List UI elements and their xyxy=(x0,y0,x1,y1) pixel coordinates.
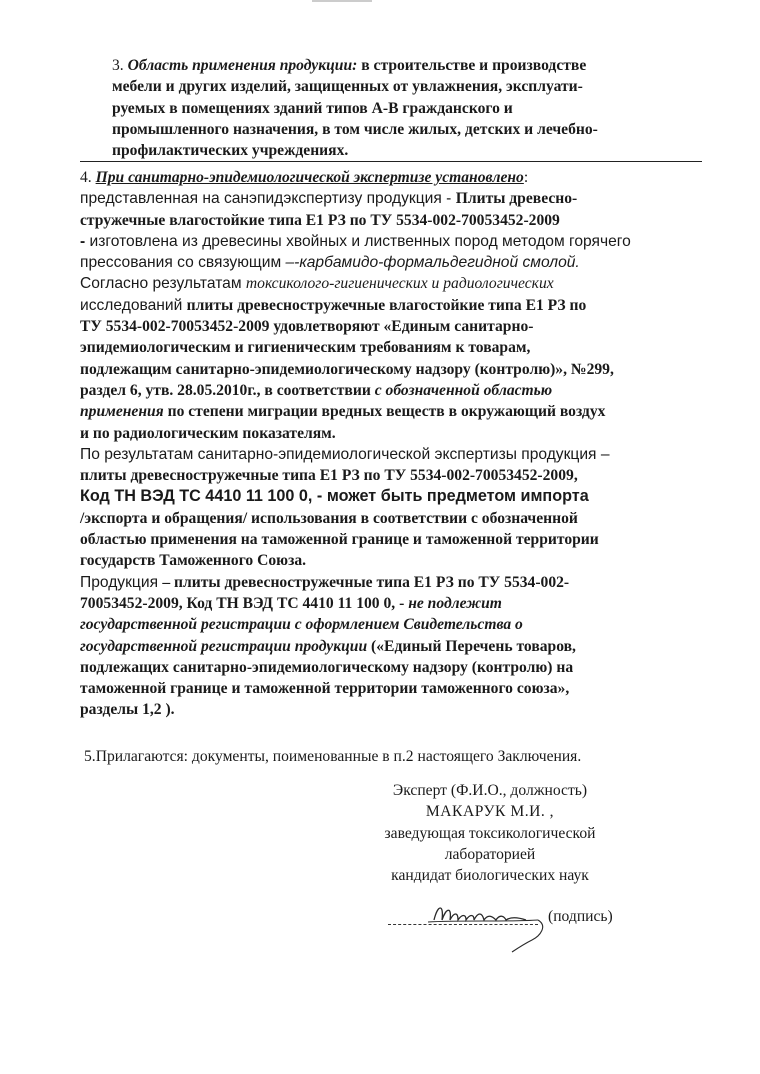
section-4-colon: : xyxy=(523,169,529,186)
p3-line-2: плиты древесностружечные типа Е1 РЗ по ТУ 5534-002-70053452-2009, xyxy=(80,467,578,485)
p1-line-1-product: Плиты древесно- xyxy=(455,190,578,208)
p4-line-1 xyxy=(80,572,631,593)
section-5 xyxy=(84,746,581,767)
p1-line-1-text: представленная на санэпидэкспертизу продукция - xyxy=(80,190,456,208)
p1-line-3 xyxy=(80,231,631,252)
p2-line-5: подлежащим санитарно-эпидемиологическому надзору (контролю)», №299, xyxy=(80,360,614,378)
section-divider xyxy=(80,161,702,162)
p3-line-4: /экспорта и обращения/ использования в соответствии с обозначенной xyxy=(80,509,578,527)
section-3-label: Область применения продукции: xyxy=(127,57,358,74)
expert-lab: лабораторией xyxy=(444,845,536,863)
handwritten-signature xyxy=(420,890,560,960)
p2-line-6-text: раздел 6, утв. 28.05.2010г., в соответствии xyxy=(80,381,375,399)
p4-line-4-text: («Единый Перечень товаров, xyxy=(367,637,576,655)
p4-line-6: таможенной границе и таможенной территории таможенного союза», xyxy=(80,680,570,698)
p1-line-3-dash: - xyxy=(80,232,90,250)
section-3-line-1 xyxy=(112,55,598,76)
p1-line-1 xyxy=(80,188,631,209)
p2-line-7-text: по степени миграции вредных веществ в окружающий воздух xyxy=(163,403,606,421)
p4-line-4-italic: государственной регистрации продукции xyxy=(80,637,368,655)
section-3-line-4: промышленного назначения, в том числе жилых, детских и лечебно- xyxy=(112,120,598,138)
p1-line-3-text: изготовлена из древесины хвойных и лиственных пород методом горячего xyxy=(89,232,631,250)
scan-artifact xyxy=(312,0,372,2)
p2-line-2-text: исследований xyxy=(80,296,187,314)
signature-block xyxy=(360,780,620,886)
section-3-line-5: профилактических учреждениях. xyxy=(112,142,349,160)
p2-line-6 xyxy=(80,380,631,401)
section-4-heading-line xyxy=(80,167,631,188)
p3-line-1: По результатам санитарно-эпидемиологической экспертизы продукция – xyxy=(80,445,610,463)
p1-line-4-text: прессования со связующим xyxy=(80,254,286,272)
p2-line-3: ТУ 5534-002-70053452-2009 удовлетворяют «Единым санитарно- xyxy=(80,318,534,336)
p4-line-1-bold: – плиты древесностружечные типа Е1 РЗ по ТУ 5534-002- xyxy=(162,573,570,591)
p4-line-5: подлежащих санитарно-эпидемиологическому надзору (контролю) на xyxy=(80,658,574,676)
p4-line-4 xyxy=(80,636,631,657)
p2-line-7 xyxy=(80,401,631,422)
p4-line-2-text: 70053452-2009, Код ТН ВЭД ТС 4410 11 100 0, - xyxy=(80,594,409,612)
p4-line-2 xyxy=(80,593,631,614)
section-3-text: в строительстве и производстве xyxy=(357,57,587,74)
p2-line-1 xyxy=(80,273,631,294)
p4-line-1-text: Продукция xyxy=(80,573,163,591)
section-3-line-3: руемых в помещениях зданий типов А-В гражданского и xyxy=(112,99,513,117)
p4-line-7: разделы 1,2 ). xyxy=(80,701,175,719)
section-3 xyxy=(112,55,598,161)
section-4-number: 4. xyxy=(80,169,96,186)
p2-line-2-bold: плиты древесностружечные влагостойкие типа Е1 РЗ по xyxy=(186,296,587,314)
section-3-line-2: мебели и других изделий, защищенных от увлажнения, эксплуати- xyxy=(112,78,583,96)
p3-line-3: Код ТН ВЭД ТС 4410 11 100 0, - может быть предметом импорта xyxy=(80,487,589,506)
p2-line-1-italic: токсиколого-гигиенических и радиологических xyxy=(245,275,554,293)
p2-line-8: и по радиологическим показателям. xyxy=(80,424,336,442)
p3-line-6: государств Таможенного Союза. xyxy=(80,552,307,570)
section-5-text: 5.Прилагаются: документы, поименованные в п.2 настоящего Заключения. xyxy=(84,748,582,765)
expert-position: заведующая токсикологической xyxy=(384,824,596,842)
p3-line-5: областью применения на таможенной границе и таможенной территории xyxy=(80,531,599,549)
p4-line-3: государственной регистрации с оформлением Свидетельства о xyxy=(80,616,523,634)
p1-line-4-resin: –-карбамидо-формальдегидной смолой. xyxy=(285,254,580,272)
expert-label: Эксперт (Ф.И.О., должность) xyxy=(392,782,588,799)
expert-degree: кандидат биологических наук xyxy=(391,867,589,885)
p2-line-2 xyxy=(80,295,631,316)
section-4-heading: При санитарно-эпидемиологической экспертизе установлено xyxy=(95,169,524,186)
section-4 xyxy=(80,167,631,721)
p2-line-6-italic: с обозначенной областью xyxy=(374,381,553,399)
section-3-number: 3. xyxy=(112,57,128,74)
p2-line-4: эпидемиологическим и гигиеническим требованиям к товарам, xyxy=(80,339,531,357)
p2-line-7-italic: применения xyxy=(80,403,164,421)
signature-label: (подпись) xyxy=(548,908,613,925)
p2-line-1-text: Согласно результатам xyxy=(80,275,246,293)
p1-line-2: стружечные влагостойкие типа Е1 РЗ по ТУ 5534-002-70053452-2009 xyxy=(80,211,560,229)
p4-line-2-italic: не подлежит xyxy=(408,594,502,612)
p1-line-4 xyxy=(80,252,631,273)
expert-name: МАКАРУК М.И. , xyxy=(425,803,555,821)
